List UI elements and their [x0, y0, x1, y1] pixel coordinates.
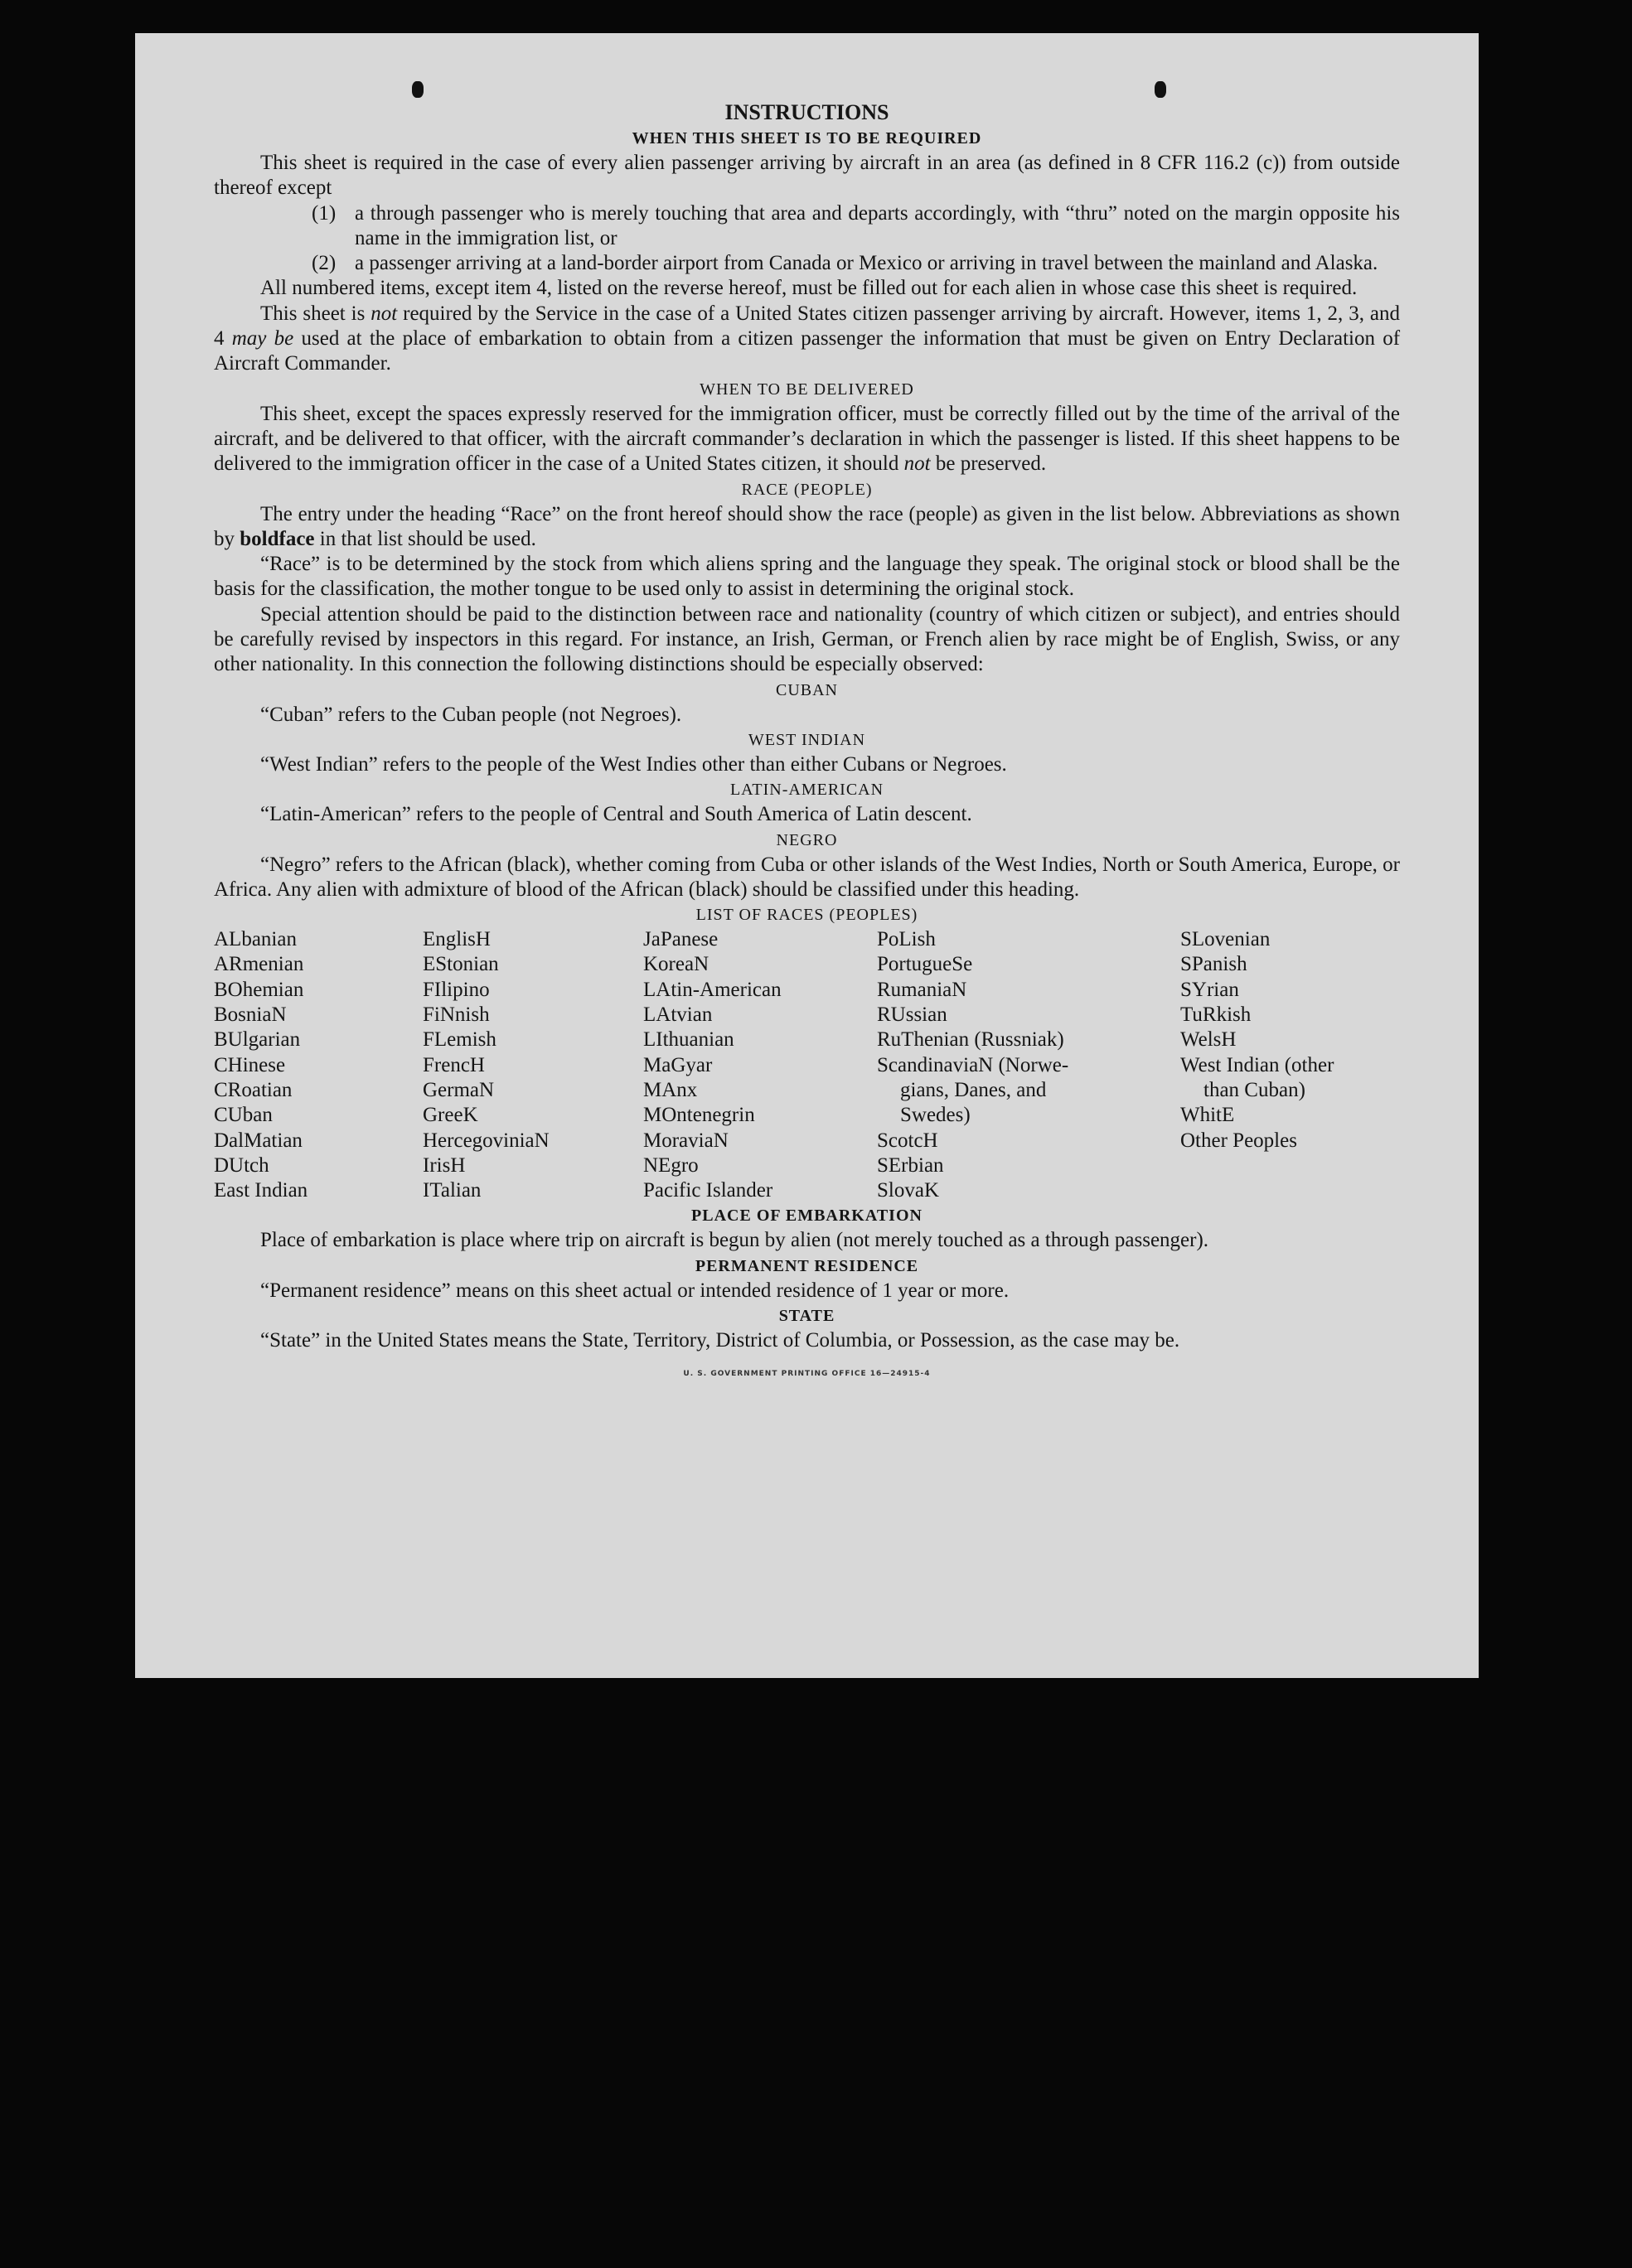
text-run: This sheet, except the spaces expressly reserved for the immigration officer, must be correctly filled out by the time of the arrival of the aircraft, and be delivered to that officer, with the aircraft commander’s declaration in which the passenger is listed. If this sheet happens to be delivered to the immigration officer in the case of a United States citizen, it should	[214, 402, 1400, 476]
section-heading-race: RACE (PEOPLE)	[741, 480, 873, 499]
races-column-5	[1180, 927, 1399, 1203]
race-entry: West Indian (other	[1180, 1053, 1334, 1076]
section-heading-negro: NEGRO	[776, 830, 838, 849]
race-entry: FrencH	[423, 1053, 485, 1076]
instructions-body	[214, 99, 1400, 1387]
races-column-2	[423, 927, 643, 1203]
race-entry: KoreaN	[643, 953, 709, 976]
italic-text: not	[370, 302, 398, 325]
race-entry: LAtvian	[643, 1003, 713, 1027]
race-entry: MAnx	[643, 1078, 698, 1101]
races-list	[214, 927, 1400, 1203]
race-entry: SPanish	[1180, 953, 1247, 976]
paragraph	[214, 502, 1400, 553]
race-entry: BUlgarian	[214, 1028, 301, 1052]
paragraph: Special attention should be paid to the distinction between race and nationality (country of which citizen or subject), and entries should be carefully revised by inspectors in this regard. For instance, an Irish, German, or French alien by race might be of English, Swiss, or any other nationality. In this connection the following distinctions should be especially observed:	[214, 602, 1400, 676]
punch-hole-mark	[1155, 81, 1166, 98]
paragraph: “Race” is to be determined by the stock from which aliens spring and the language they speak. The original stock or blood shall be the basis for the classification, the mother tongue to be used only to assist in determining the original stock.	[214, 553, 1400, 601]
race-entry-continuation: Swedes)	[900, 1104, 971, 1127]
section-heading-embarkation: PLACE OF EMBARKATION	[691, 1207, 923, 1226]
race-entry: JaPanese	[643, 928, 719, 951]
paragraph: “Negro” refers to the African (black), whether coming from Cuba or other islands of the West Indies, North or South America, Europe, or Africa. Any alien with admixture of blood of the African (black) should be classified under this heading.	[214, 853, 1400, 901]
race-entry-continuation: gians, Danes, and	[900, 1078, 1047, 1101]
race-entry: EnglisH	[423, 928, 491, 951]
list-item	[312, 251, 1400, 276]
race-entry: GreeK	[423, 1104, 478, 1127]
races-column-4	[877, 927, 1180, 1203]
race-entry: East Indian	[214, 1179, 308, 1202]
race-entry: GermaN	[423, 1078, 495, 1101]
race-entry: PortugueSe	[877, 953, 973, 976]
races-column-1	[214, 927, 423, 1203]
text-run: used at the place of embarkation to obtain from a citizen passenger the information that must be given on Entry Declaration of Aircraft Commander.	[214, 327, 1401, 375]
section-heading-latin-american: LATIN-AMERICAN	[729, 781, 884, 800]
text-run: This sheet is	[260, 302, 371, 325]
race-entry: ALbanian	[214, 928, 297, 951]
paragraph: “Permanent residence” means on this sheet actual or intended residence of 1 year or more.	[260, 1279, 1010, 1302]
section-heading-when-required: WHEN THIS SHEET IS TO BE REQUIRED	[632, 129, 982, 147]
race-entry: BosniaN	[214, 1003, 287, 1027]
race-entry: WelsH	[1180, 1028, 1237, 1052]
document-page	[135, 33, 1479, 1678]
race-entry: SYrian	[1180, 978, 1239, 1001]
race-entry: EStonian	[423, 953, 499, 976]
punch-hole-mark	[412, 81, 424, 98]
paragraph: All numbered items, except item 4, listed on the reverse hereof, must be filled out for each alien in whose case this sheet is required.	[260, 277, 1358, 300]
paragraph	[214, 402, 1400, 477]
paragraph: “State” in the United States means the State, Territory, District of Columbia, or Possession, as the case may be.	[260, 1328, 1180, 1352]
race-entry: CHinese	[214, 1053, 286, 1076]
race-entry: ScandinaviaN (Norwe-	[877, 1053, 1069, 1076]
italic-text: not	[903, 452, 931, 476]
race-entry: BOhemian	[214, 978, 304, 1001]
race-entry: IrisH	[423, 1153, 466, 1177]
race-entry: CUban	[214, 1104, 273, 1127]
race-entry-continuation: than Cuban)	[1203, 1078, 1305, 1101]
paragraph: This sheet is required in the case of every alien passenger arriving by aircraft in an area (as defined in 8 CFR 116.2 (c)) from outside thereof except	[214, 152, 1400, 200]
race-entry: FLemish	[423, 1028, 496, 1052]
race-entry: ITalian	[423, 1179, 482, 1202]
race-entry: LIthuanian	[643, 1028, 734, 1052]
list-item-text: a through passenger who is merely touching that area and departs accordingly, with “thru” noted on the margin opposite his name in the immigration list, or	[355, 201, 1400, 249]
list-item-number: (1)	[312, 201, 337, 225]
race-entry: SErbian	[877, 1153, 944, 1177]
race-entry: LAtin-American	[643, 978, 782, 1001]
text-run: in that list should be used.	[314, 527, 536, 550]
text-run: The entry under the heading “Race” on the front hereof should show the race (people) as given in the list below. Abbreviations as shown by	[214, 502, 1400, 550]
text-run: required by the Service in the case of a United States citizen passenger arriving by aircraft. However, items 1, 2, 3, and 4	[214, 302, 1400, 351]
section-heading-cuban: CUBAN	[775, 680, 838, 699]
races-column-3	[643, 927, 877, 1203]
section-heading-when-delivered: WHEN TO BE DELIVERED	[700, 380, 914, 399]
race-entry: CRoatian	[214, 1078, 293, 1101]
printer-imprint: U. S. GOVERNMENT PRINTING OFFICE 16—24915-4	[683, 1370, 931, 1379]
list-item-number: (2)	[312, 252, 337, 275]
text-run: be preserved.	[930, 452, 1047, 476]
race-entry: NEgro	[643, 1153, 699, 1177]
paragraph: “West Indian” refers to the people of the West Indies other than either Cubans or Negroes.	[260, 752, 1007, 776]
paragraph: “Latin-American” refers to the people of Central and South America of Latin descent.	[260, 803, 972, 826]
section-heading-permanent-residence: PERMANENT RESIDENCE	[695, 1256, 919, 1275]
race-entry: ARmenian	[214, 953, 304, 976]
race-entry: TuRkish	[1180, 1003, 1252, 1027]
section-heading-state: STATE	[778, 1306, 835, 1325]
race-entry: FIlipino	[423, 978, 490, 1001]
race-entry: MoraviaN	[643, 1129, 729, 1152]
list-item	[312, 201, 1400, 252]
document-title: INSTRUCTIONS	[724, 100, 889, 124]
list-item-text: a passenger arriving at a land-border airport from Canada or Mexico or arriving in travel between the mainland and Alaska.	[355, 252, 1378, 275]
italic-text: may be	[231, 327, 294, 351]
paragraph: “Cuban” refers to the Cuban people (not Negroes).	[260, 703, 682, 726]
race-entry: HercegoviniaN	[423, 1129, 550, 1152]
section-heading-list-of-races: LIST OF RACES (PEOPLES)	[695, 906, 918, 925]
race-entry: MaGyar	[643, 1053, 713, 1076]
bold-text: boldface	[240, 527, 315, 550]
race-entry: ScotcH	[877, 1129, 938, 1152]
race-entry: RUssian	[877, 1003, 947, 1027]
race-entry: RuThenian (Russniak)	[877, 1028, 1064, 1052]
race-entry: FiNnish	[423, 1003, 490, 1027]
race-entry: SlovaK	[877, 1179, 939, 1202]
race-entry: DalMatian	[214, 1129, 303, 1152]
race-entry: DUtch	[214, 1153, 269, 1177]
race-entry: Pacific Islander	[643, 1179, 773, 1202]
race-entry: Other Peoples	[1180, 1129, 1297, 1152]
race-entry: MOntenegrin	[643, 1104, 755, 1127]
section-heading-west-indian: WEST INDIAN	[748, 730, 866, 749]
paragraph	[214, 302, 1400, 377]
race-entry: SLovenian	[1180, 928, 1271, 951]
race-entry: WhitE	[1180, 1104, 1235, 1127]
race-entry: RumaniaN	[877, 978, 967, 1001]
paragraph: Place of embarkation is place where trip on aircraft is begun by alien (not merely touched as a through passenger).	[260, 1229, 1209, 1252]
race-entry: PoLish	[877, 928, 936, 951]
